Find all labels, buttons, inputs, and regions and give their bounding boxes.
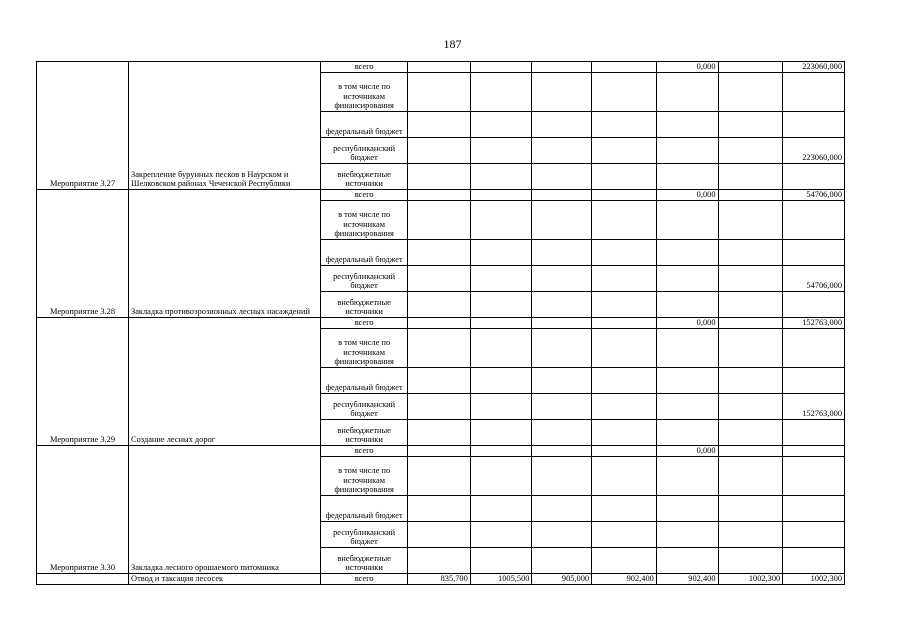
value-cell: 0,000 — [656, 318, 718, 329]
value-cell — [408, 420, 471, 446]
measure-name: Мероприятие 3.30 — [37, 446, 129, 574]
value-cell — [783, 329, 845, 368]
value-cell — [718, 190, 783, 201]
value-cell — [408, 190, 471, 201]
table-row — [37, 446, 845, 457]
funding-source-cell: внебюджетные источники — [321, 164, 408, 190]
value-cell — [470, 164, 532, 190]
value-cell — [783, 368, 845, 394]
value-cell — [408, 164, 471, 190]
value-cell: 0,000 — [656, 446, 718, 457]
value-cell — [470, 138, 532, 164]
table-row — [37, 574, 845, 585]
value-cell — [592, 164, 657, 190]
value-cell — [718, 446, 783, 457]
value-cell — [718, 201, 783, 240]
value-cell — [532, 446, 592, 457]
value-cell — [532, 496, 592, 522]
value-cell — [718, 266, 783, 292]
value-cell — [718, 457, 783, 496]
value-cell — [408, 329, 471, 368]
value-cell — [783, 201, 845, 240]
value-cell — [783, 457, 845, 496]
value-cell: 1002,300 — [718, 574, 783, 585]
value-cell — [783, 548, 845, 574]
value-cell — [470, 112, 532, 138]
value-cell — [470, 266, 532, 292]
value-cell — [783, 522, 845, 548]
value-cell: 1005,500 — [470, 574, 532, 585]
value-cell — [408, 522, 471, 548]
value-cell — [718, 318, 783, 329]
value-cell — [470, 292, 532, 318]
value-cell — [532, 457, 592, 496]
value-cell — [718, 240, 783, 266]
value-cell — [656, 329, 718, 368]
value-cell — [532, 190, 592, 201]
value-cell — [470, 73, 532, 112]
value-cell — [470, 329, 532, 368]
value-cell — [592, 420, 657, 446]
value-cell — [656, 292, 718, 318]
value-cell — [470, 522, 532, 548]
value-cell — [656, 548, 718, 574]
value-cell — [656, 457, 718, 496]
measure-description: Закладка лесного орошаемого питомника — [129, 446, 321, 574]
funding-source-cell: всего — [321, 574, 408, 585]
value-cell — [532, 522, 592, 548]
funding-source-cell: в том числе по источникам финансирования — [321, 329, 408, 368]
value-cell — [408, 368, 471, 394]
budget-table — [36, 61, 845, 585]
value-cell — [532, 368, 592, 394]
value-cell — [470, 240, 532, 266]
value-cell — [718, 164, 783, 190]
value-cell — [783, 446, 845, 457]
value-cell: 902,400 — [656, 574, 718, 585]
value-cell: 905,000 — [532, 574, 592, 585]
value-cell — [408, 266, 471, 292]
value-cell — [532, 73, 592, 112]
funding-source-cell: в том числе по источникам финансирования — [321, 201, 408, 240]
value-cell — [592, 240, 657, 266]
value-cell — [408, 240, 471, 266]
value-cell — [532, 112, 592, 138]
funding-source-cell: всего — [321, 62, 408, 73]
value-cell — [783, 496, 845, 522]
value-cell — [470, 420, 532, 446]
value-cell — [532, 62, 592, 73]
value-cell — [592, 446, 657, 457]
value-cell — [718, 394, 783, 420]
measure-name — [37, 574, 129, 585]
value-cell — [408, 457, 471, 496]
value-cell — [656, 73, 718, 112]
value-cell — [656, 420, 718, 446]
table-body — [37, 62, 845, 585]
value-cell — [408, 292, 471, 318]
value-cell — [470, 190, 532, 201]
value-cell — [592, 522, 657, 548]
value-cell — [532, 266, 592, 292]
funding-source-cell: федеральный бюджет — [321, 112, 408, 138]
funding-source-cell: всего — [321, 446, 408, 457]
value-cell — [470, 62, 532, 73]
value-cell — [592, 266, 657, 292]
value-cell — [656, 240, 718, 266]
value-cell — [408, 318, 471, 329]
measure-description: Создание лесных дорог — [129, 318, 321, 446]
value-cell — [656, 164, 718, 190]
funding-source-cell: республиканский бюджет — [321, 138, 408, 164]
value-cell — [408, 73, 471, 112]
value-cell — [470, 496, 532, 522]
value-cell — [592, 62, 657, 73]
funding-source-cell: федеральный бюджет — [321, 496, 408, 522]
value-cell — [656, 496, 718, 522]
funding-source-cell: федеральный бюджет — [321, 240, 408, 266]
measure-description: Закрепление бурунных песков в Наурском и Шелковском районах Чеченской Республики — [129, 62, 321, 190]
value-cell — [470, 201, 532, 240]
value-cell — [408, 112, 471, 138]
value-cell — [470, 394, 532, 420]
value-cell — [592, 496, 657, 522]
measure-description: Закладка противоэрозионных лесных насаждений — [129, 190, 321, 318]
value-cell — [718, 62, 783, 73]
table-row — [37, 190, 845, 201]
value-cell: 54706,000 — [783, 266, 845, 292]
measure-description: Отвод и таксация лесосек — [129, 574, 321, 585]
value-cell — [783, 164, 845, 190]
value-cell: 223060,000 — [783, 62, 845, 73]
value-cell — [656, 201, 718, 240]
value-cell — [718, 138, 783, 164]
value-cell — [470, 446, 532, 457]
value-cell — [532, 201, 592, 240]
value-cell — [718, 548, 783, 574]
value-cell: 152763,000 — [783, 318, 845, 329]
value-cell — [656, 522, 718, 548]
value-cell: 1002,300 — [783, 574, 845, 585]
value-cell — [470, 318, 532, 329]
value-cell — [592, 329, 657, 368]
value-cell: 0,000 — [656, 190, 718, 201]
funding-source-cell: внебюджетные источники — [321, 548, 408, 574]
value-cell — [783, 73, 845, 112]
value-cell — [408, 138, 471, 164]
value-cell — [718, 112, 783, 138]
value-cell — [470, 548, 532, 574]
value-cell — [656, 368, 718, 394]
funding-source-cell: федеральный бюджет — [321, 368, 408, 394]
value-cell — [408, 446, 471, 457]
value-cell: 835,700 — [408, 574, 471, 585]
value-cell — [532, 292, 592, 318]
value-cell — [532, 164, 592, 190]
value-cell — [718, 420, 783, 446]
value-cell — [718, 329, 783, 368]
value-cell — [592, 292, 657, 318]
value-cell — [783, 292, 845, 318]
measure-name: Мероприятие 3.28 — [37, 190, 129, 318]
table-row — [37, 318, 845, 329]
value-cell — [532, 329, 592, 368]
value-cell: 0,000 — [656, 62, 718, 73]
funding-source-cell: республиканский бюджет — [321, 394, 408, 420]
measure-name: Мероприятие 3.29 — [37, 318, 129, 446]
value-cell — [718, 522, 783, 548]
value-cell: 902,400 — [592, 574, 657, 585]
value-cell — [532, 394, 592, 420]
funding-source-cell: внебюджетные источники — [321, 420, 408, 446]
value-cell — [532, 138, 592, 164]
value-cell — [532, 420, 592, 446]
value-cell — [532, 240, 592, 266]
value-cell — [470, 368, 532, 394]
funding-source-cell: внебюджетные источники — [321, 292, 408, 318]
value-cell — [592, 201, 657, 240]
value-cell — [656, 138, 718, 164]
value-cell — [592, 368, 657, 394]
value-cell: 152763,000 — [783, 394, 845, 420]
value-cell: 223060,000 — [783, 138, 845, 164]
value-cell — [718, 496, 783, 522]
value-cell — [718, 292, 783, 318]
value-cell — [592, 112, 657, 138]
value-cell — [408, 62, 471, 73]
value-cell — [470, 457, 532, 496]
value-cell — [592, 318, 657, 329]
value-cell — [592, 138, 657, 164]
value-cell — [718, 73, 783, 112]
value-cell — [592, 548, 657, 574]
funding-source-cell: республиканский бюджет — [321, 266, 408, 292]
value-cell — [532, 548, 592, 574]
measure-name: Мероприятие 3.27 — [37, 62, 129, 190]
value-cell — [532, 318, 592, 329]
value-cell — [656, 112, 718, 138]
value-cell — [592, 394, 657, 420]
value-cell — [592, 73, 657, 112]
value-cell: 54706,000 — [783, 190, 845, 201]
funding-source-cell: всего — [321, 318, 408, 329]
value-cell — [656, 266, 718, 292]
value-cell — [718, 368, 783, 394]
value-cell — [592, 457, 657, 496]
value-cell — [408, 548, 471, 574]
value-cell — [783, 420, 845, 446]
value-cell — [783, 240, 845, 266]
funding-source-cell: всего — [321, 190, 408, 201]
value-cell — [783, 112, 845, 138]
funding-source-cell: в том числе по источникам финансирования — [321, 457, 408, 496]
value-cell — [656, 394, 718, 420]
funding-source-cell: республиканский бюджет — [321, 522, 408, 548]
value-cell — [592, 190, 657, 201]
table-row — [37, 62, 845, 73]
value-cell — [408, 201, 471, 240]
value-cell — [408, 496, 471, 522]
funding-source-cell: в том числе по источникам финансирования — [321, 73, 408, 112]
value-cell — [408, 394, 471, 420]
page-number: 187 — [443, 37, 462, 51]
